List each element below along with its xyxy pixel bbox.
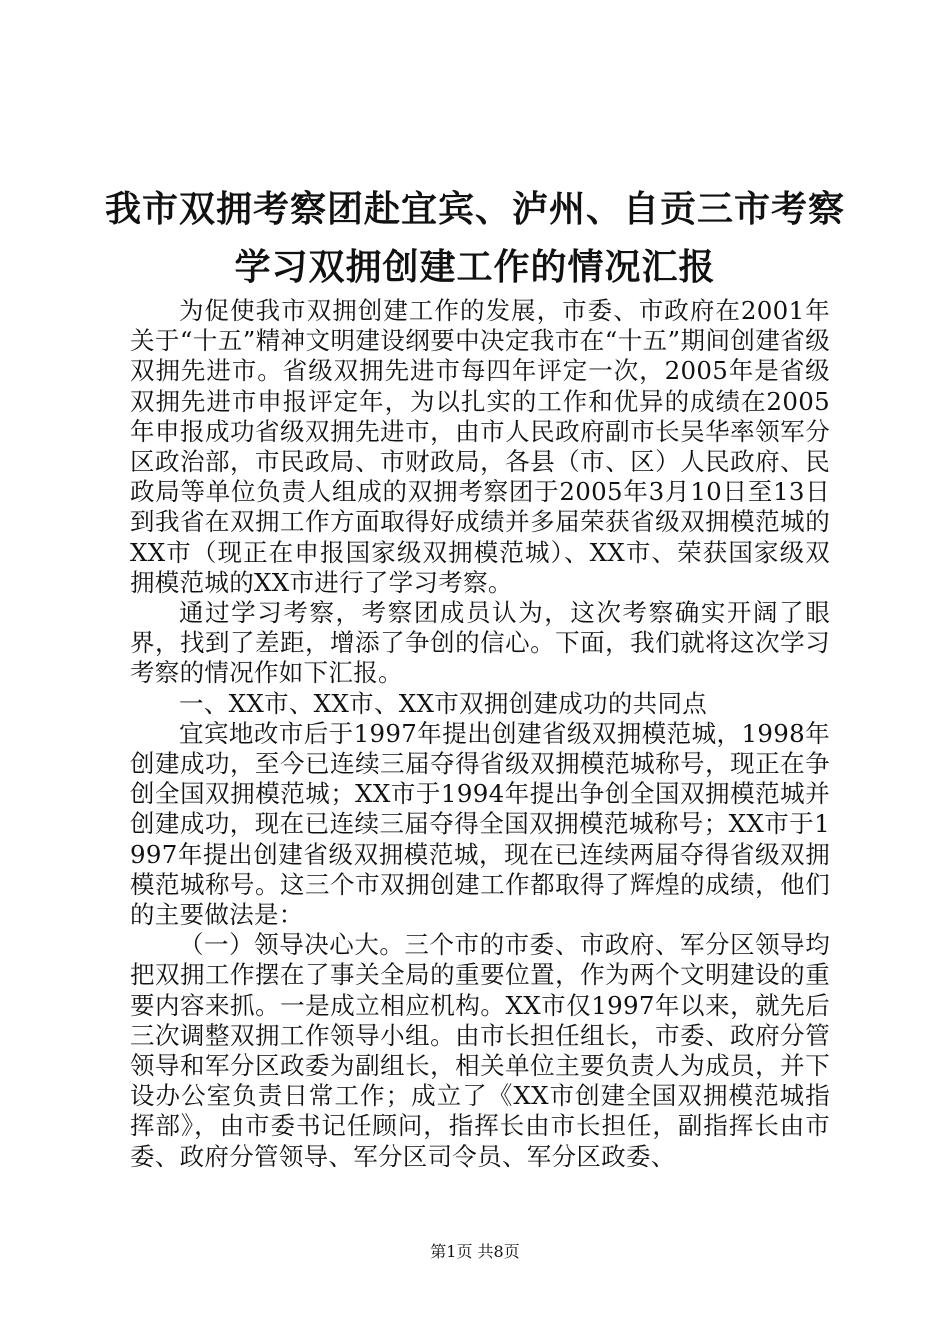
document-title-line-1: 我市双拥考察团赴宜宾、泸州、自贡三市考察: [104, 189, 845, 230]
document-body: [130, 296, 830, 1172]
paragraph-common-points: 宜宾地改市后于1997年提出创建省级双拥模范城，1998年创建成功，至今已连续三届夺得省级双拥模范城称号，现正在争创全国双拥模范城；XX市于1994年提出争创全国双拥模范城并创建成功，现在已连续三届夺得全国双拥模范城称号；XX市于1997年提出创建省级双拥模范城，现在已连续两届夺得省级双拥模范城称号。这三个市双拥创建工作都取得了辉煌的成绩，他们的主要做法是：: [130, 718, 830, 930]
paragraph-summary: 通过学习考察，考察团成员认为，这次考察确实开阔了眼界，找到了差距，增添了争创的信心。下面，我们就将这次学习考察的情况作如下汇报。: [130, 598, 830, 688]
paragraph-leadership: （一）领导决心大。三个市的市委、市政府、军分区领导均把双拥工作摆在了事关全局的重要位置，作为两个文明建设的重要内容来抓。一是成立相应机构。XX市仅1997年以来，就先后三次调整双拥工作领导小组。由市长担任组长，市委、政府分管领导和军分区政委为副组长，相关单位主要负责人为成员，并下设办公室负责日常工作；成立了《XX市创建全国双拥模范城指挥部》，由市委书记任顾问，指挥长由市长担任，副指挥长由市委、政府分管领导、军分区司令员、军分区政委、: [130, 930, 830, 1171]
document-title-line-2: 学习双拥创建工作的情况汇报: [234, 247, 716, 288]
page-number-footer: 第1页 共8页: [430, 1242, 520, 1261]
paragraph-intro: 为促使我市双拥创建工作的发展，市委、市政府在2001年关于“十五”精神文明建设纲要中决定我市在“十五”期间创建省级双拥先进市。省级双拥先进市每四年评定一次，2005年是省级双拥先进市申报评定年，为以扎实的工作和优异的成绩在2005年申报成功省级双拥先进市，由市人民政府副市长吴华率领军分区政治部，市民政局、市财政局，各县（市、区）人民政府、民政局等单位负责人组成的双拥考察团于2005年3月10日至13日到我省在双拥工作方面取得好成绩并多届荣获省级双拥模范城的XX市（现正在申报国家级双拥模范城）、XX市、荣获国家级双拥模范城的XX市进行了学习考察。: [130, 296, 830, 597]
section-heading: 一、XX市、XX市、XX市双拥创建成功的共同点: [179, 688, 708, 718]
